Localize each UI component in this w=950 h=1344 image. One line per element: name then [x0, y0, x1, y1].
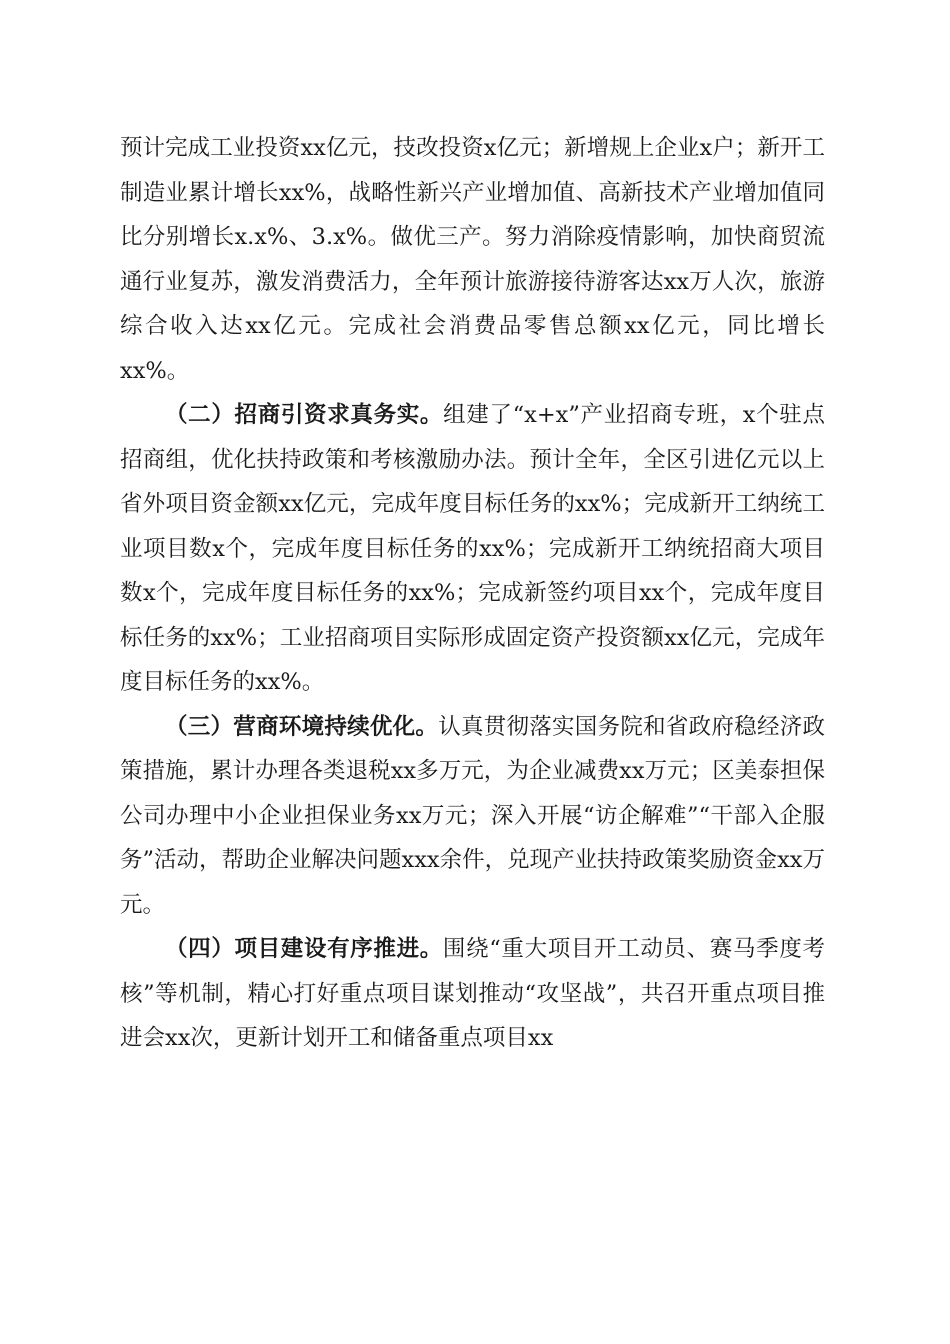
paragraph-business-environment: [120, 705, 825, 928]
paragraph-investment-attraction: [120, 393, 825, 705]
paragraph-text: 预计完成工业投资xx亿元，技改投资x亿元；新增规上企业x户；新开工制造业累计增长xx%，战略性新兴产业增加值、高新技术产业增加值同比分别增长x.x%、3.x%。做优三产。努力消除疫情影响，加快商贸流通行业复苏，激发消费活力，全年预计旅游接待游客达xx万人次，旅游综合收入达xx亿元。完成社会消费品零售总额xx亿元，同比增长xx%。: [120, 135, 825, 384]
paragraph-text: 认真贯彻落实国务院和省政府稳经济政策措施，累计办理各类退税xx多万元，为企业减费xx万元；区美泰担保公司办理中小企业担保业务xx万元；深入开展“访企解难”“干部入企服务”活动，帮助企业解决问题xxx余件，兑现产业扶持政策奖励资金xx万元。: [120, 713, 825, 918]
section-heading-2: （二）招商引资求真务实。: [165, 402, 444, 428]
paragraph-project-construction: [120, 927, 825, 1061]
paragraph-text: 组建了“x+x”产业招商专班，x个驻点招商组，优化扶持政策和考核激励办法。预计全年，全区引进亿元以上省外项目资金额xx亿元，完成年度目标任务的xx%；完成新开工纳统工业项目数x个，完成年度目标任务的xx%；完成新开工纳统招商大项目数x个，完成年度目标任务的xx%；完成新签约项目xx个，完成年度目标任务的xx%；工业招商项目实际形成固定资产投资额xx亿元，完成年度目标任务的xx%。: [120, 402, 825, 695]
paragraph-text: 围绕“重大项目开工动员、赛马季度考核”等机制，精心打好重点项目谋划推动“攻坚战”，共召开重点项目推进会xx次，更新计划开工和储备重点项目xx: [120, 936, 825, 1051]
section-heading-3: （三）营商环境持续优化。: [165, 713, 439, 740]
paragraph-industry-investment: [120, 126, 825, 393]
document-page: [120, 126, 825, 1061]
section-heading-4: （四）项目建设有序推进。: [165, 936, 443, 962]
